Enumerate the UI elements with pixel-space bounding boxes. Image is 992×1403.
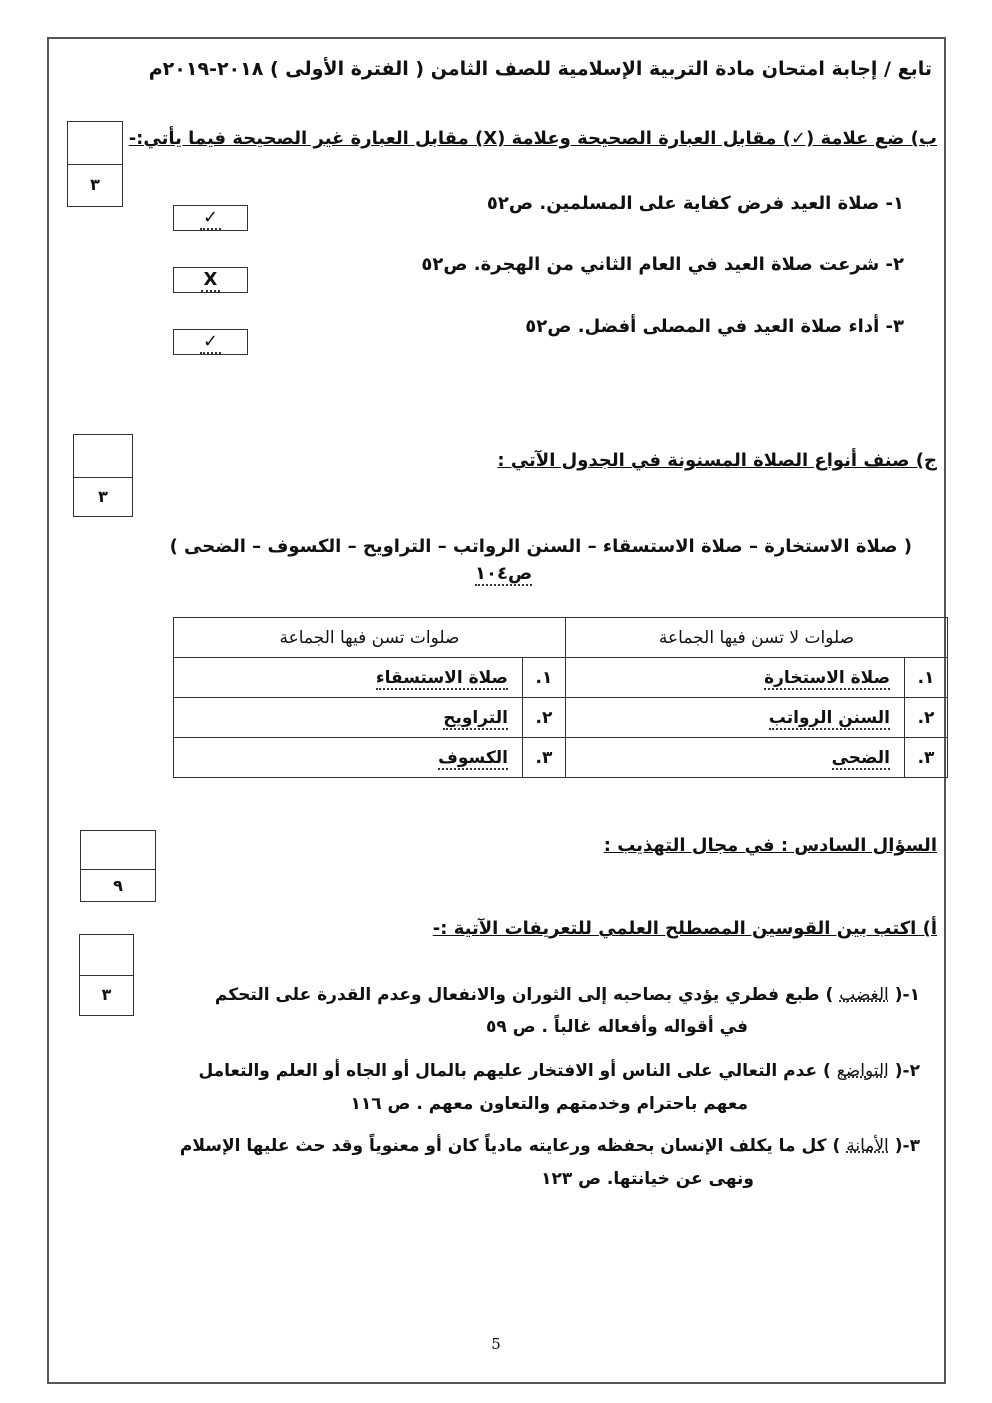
definition-item-1-line2: في أقواله وأفعاله غالباً . ص ٥٩ xyxy=(486,1017,748,1037)
definition-text: ) عدم التعالي على الناس أو الافتخار عليهم بالمال أو الجاه أو العلم والتعامل xyxy=(198,1061,831,1081)
question6-score-box xyxy=(80,830,156,902)
definition-item-1 xyxy=(215,985,920,1005)
row-number: ١. xyxy=(522,658,565,698)
page-number: 5 xyxy=(491,1335,501,1353)
col-header-jamaa: صلوات تسن فيها الجماعة xyxy=(174,618,566,658)
cross-mark-icon: X xyxy=(201,269,221,292)
table-header-row xyxy=(174,618,948,658)
term-answer: الأمانة xyxy=(846,1136,889,1156)
section-c-page-ref: ص١٠٤ xyxy=(475,563,533,584)
section-b-item-1: ١- صلاة العيد فرض كفاية على المسلمين. ص٥٢ xyxy=(486,193,904,214)
definition-item-3 xyxy=(180,1136,920,1156)
no-jamaa-cell xyxy=(565,658,904,698)
row-number: ٣. xyxy=(522,738,565,778)
definition-item-2-line2: معهم باحترام وخدمتهم والتعاون معهم . ص ١١٦ xyxy=(350,1094,748,1114)
definition-item-3-line2: ونهى عن خيانتها. ص ١٢٣ xyxy=(541,1169,754,1189)
section-b-item-2: ٢- شرعت صلاة العيد في العام الثاني من الهجرة. ص٥٢ xyxy=(421,254,904,275)
classification-table xyxy=(173,617,948,778)
section-c-options: ( صلاة الاستخارة – صلاة الاستسقاء – السنن الرواتب – التراويح – الكسوف – الضحى ) xyxy=(169,536,912,557)
jamaa-cell xyxy=(174,738,523,778)
section-b-score-box xyxy=(67,121,123,207)
table-row xyxy=(174,738,948,778)
definition-text: ) طبع فطري يؤدي بصاحبه إلى الثوران والانفعال وعدم القدرة على التحكم xyxy=(214,985,834,1005)
row-number: ٢. xyxy=(905,698,948,738)
term-answer: التواضع xyxy=(836,1061,889,1081)
row-number: ١. xyxy=(905,658,948,698)
section-a-title: أ) اكتب بين القوسين المصطلح العلمي للتعريفات الآتية :- xyxy=(432,918,937,939)
section-a-score: ٣ xyxy=(101,985,112,1004)
jamaa-answer: التراويح xyxy=(443,707,508,728)
exam-header: تابع / إجابة امتحان مادة التربية الإسلامية للصف الثامن ( الفترة الأولى ) ٢٠١٨-٢٠١٩م xyxy=(148,58,932,80)
section-c-score: ٣ xyxy=(98,487,108,506)
jamaa-cell xyxy=(174,698,523,738)
no-jamaa-answer: صلاة الاستخارة xyxy=(764,667,890,688)
jamaa-cell xyxy=(174,658,523,698)
item-number: ١-( xyxy=(894,985,920,1005)
row-number: ٣. xyxy=(905,738,948,778)
col-header-no-jamaa: صلوات لا تسن فيها الجماعة xyxy=(565,618,947,658)
section-a-score-box xyxy=(79,934,134,1016)
definition-item-2 xyxy=(198,1061,920,1081)
check-mark-icon: ✓ xyxy=(200,331,221,354)
table-row xyxy=(174,698,948,738)
definition-text: ) كل ما يكلف الإنسان بحفظه ورعايته مادياً كان أو معنوياً وقد حث عليها الإسلام xyxy=(179,1136,841,1156)
answer-box-2 xyxy=(173,267,248,293)
section-c-title: ج) صنف أنواع الصلاة المسنونة في الجدول الآتي : xyxy=(497,450,937,471)
item-number: ٢-( xyxy=(894,1061,920,1081)
jamaa-answer: الكسوف xyxy=(438,747,508,768)
jamaa-answer: صلاة الاستسقاء xyxy=(375,667,508,688)
section-c-score-box xyxy=(73,434,133,517)
question6-title: السؤال السادس : في مجال التهذيب : xyxy=(603,835,937,856)
item-number: ٣-( xyxy=(894,1136,920,1156)
answer-box-1 xyxy=(173,205,248,231)
check-mark-icon: ✓ xyxy=(200,207,221,230)
question6-score: ٩ xyxy=(113,876,123,895)
no-jamaa-cell xyxy=(565,698,904,738)
answer-box-3 xyxy=(173,329,248,355)
row-number: ٢. xyxy=(522,698,565,738)
table-row xyxy=(174,658,948,698)
term-answer: الغضب xyxy=(839,985,889,1005)
no-jamaa-answer: السنن الرواتب xyxy=(768,707,890,728)
section-b-title: ب) ضع علامة (✓) مقابل العبارة الصحيحة وعلامة (X) مقابل العبارة غير الصحيحة فيما يأتي:- xyxy=(128,128,937,149)
no-jamaa-cell xyxy=(565,738,904,778)
section-b-item-3: ٣- أداء صلاة العيد في المصلى أفضل. ص٥٢ xyxy=(525,316,904,337)
no-jamaa-answer: الضحى xyxy=(831,747,890,768)
section-b-score: ٣ xyxy=(90,175,100,194)
